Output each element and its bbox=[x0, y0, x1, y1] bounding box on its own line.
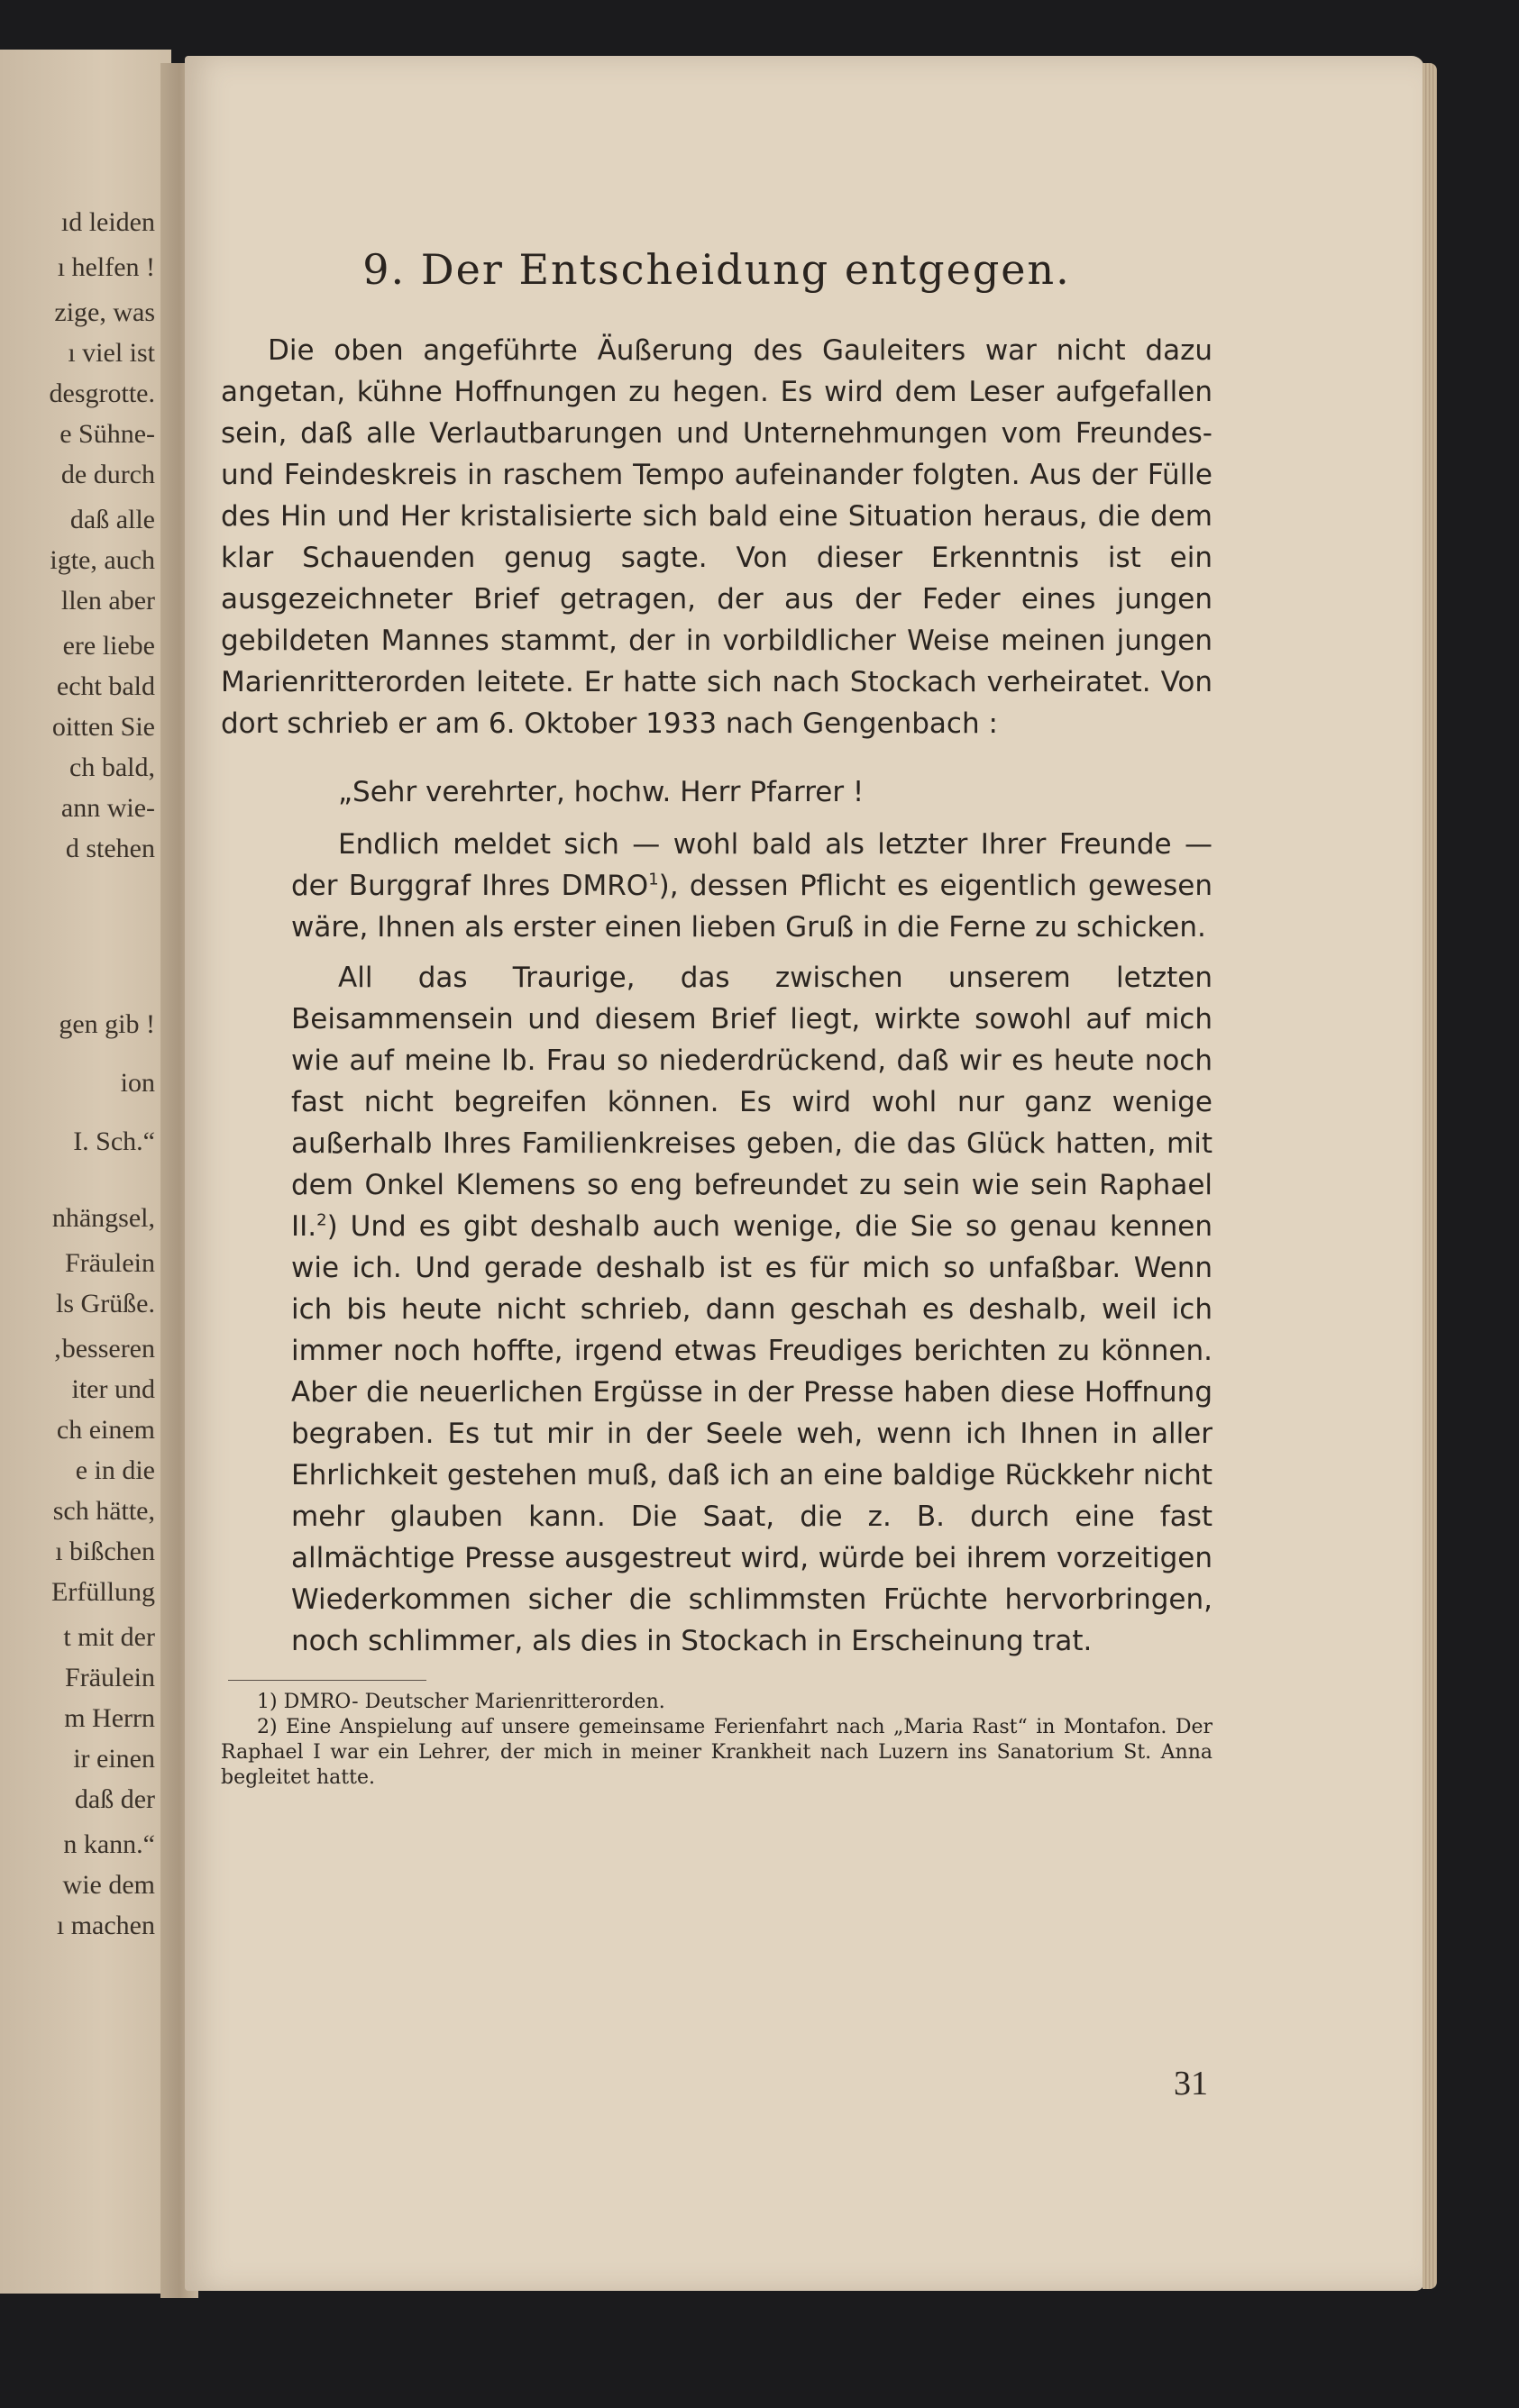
previous-page-text-fragment: ch bald, bbox=[69, 752, 155, 782]
letter-paragraph-2 bbox=[291, 957, 1212, 1662]
previous-page-text-fragment: ann wie- bbox=[60, 793, 155, 823]
footnote-ref-2: 2 bbox=[316, 1210, 327, 1230]
previous-page-text-fragment: ir einen bbox=[73, 1744, 155, 1774]
previous-page-text-fragment: m Herrn bbox=[64, 1703, 155, 1733]
footnote-2: 2) Eine Anspielung auf unsere gemeinsame Ferienfahrt nach „Maria Rast“ in Montafon. Der Raphael I war ein Lehrer, der mich in meiner Krankheit nach Luzern ins Sanatorium St. Anna begleitet hatte. bbox=[221, 1716, 1212, 1789]
previous-page-text-fragment: ıd leiden bbox=[60, 207, 155, 237]
previous-page-text-fragment: ı helfen ! bbox=[57, 252, 155, 282]
previous-page-text-fragment: daß der bbox=[74, 1784, 155, 1814]
letter-paragraph-1-text-a: Endlich meldet sich — wohl bald als letzter Ihrer Freunde — der Burggraf Ihres DMRO bbox=[291, 828, 1212, 902]
previous-page-text-fragment: oitten Sie bbox=[51, 712, 155, 742]
previous-page-text-fragment: wie dem bbox=[62, 1870, 155, 1900]
previous-page-text-fragment: iter und bbox=[71, 1374, 155, 1404]
previous-page-text-fragment: ‚besseren bbox=[52, 1334, 155, 1364]
previous-page-text-fragment: ch einem bbox=[56, 1415, 155, 1445]
previous-page-text-fragment: ı bißchen bbox=[55, 1537, 155, 1566]
page-number: 31 bbox=[1174, 2065, 1208, 2102]
previous-page-text-fragment: ls Grüße. bbox=[56, 1289, 155, 1318]
previous-page-text-fragment: igte, auch bbox=[50, 545, 155, 575]
previous-page-text-fragment: e Sühne- bbox=[59, 419, 155, 449]
letter-quote bbox=[291, 771, 1212, 1662]
page-content bbox=[221, 225, 1212, 1791]
intro-paragraph: Die oben angeführte Äußerung des Gauleiters war nicht dazu angetan, kühne Hoffnungen zu hegen. Es wird dem Leser aufgefallen sein, daß alle Verlautbarungen und Unternehmungen vom Freundes- und Feindeskreis in raschem Tempo aufeinander folgten. Aus der Fülle des Hin und Her kristalisierte sich bald eine Situation heraus, die dem klar Schauenden genug sagte. Von dieser Erkenntnis ist ein ausgezeichneter Brief getragen, der aus der Feder eines jungen gebildeten Mannes stammt, der in vorbildlicher Weise meinen jungen Marienritterorden leitete. Er hatte sich nach Stockach verheiratet. Von dort schrieb er am 6. Oktober 1933 nach Gengenbach : bbox=[221, 334, 1212, 740]
footnote-1: 1) DMRO- Deutscher Marienritterorden. bbox=[257, 1691, 665, 1713]
previous-page-text-fragment: ion bbox=[120, 1068, 155, 1098]
previous-page-text-fragment: n kann.“ bbox=[63, 1829, 155, 1859]
previous-page-text-fragment: llen aber bbox=[60, 586, 155, 616]
previous-page-text-fragment: Erfüllung bbox=[51, 1577, 155, 1607]
previous-page-text-fragment: d stehen bbox=[65, 834, 155, 863]
letter-greeting: „Sehr verehrter, hochw. Herr Pfarrer ! bbox=[338, 776, 865, 808]
previous-page-text-fragment: daß alle bbox=[69, 505, 155, 534]
previous-page-text-fragment: ı viel ist bbox=[68, 338, 155, 368]
previous-page-text-fragment: Fräulein bbox=[65, 1248, 155, 1278]
previous-page-text-fragment: gen gib ! bbox=[59, 1009, 155, 1039]
previous-page-text-fragment: Fräulein bbox=[65, 1663, 155, 1692]
previous-page-text-fragment: echt bald bbox=[56, 671, 155, 701]
footnote-ref-1: 1 bbox=[648, 870, 659, 889]
letter-paragraph-2-text-a: All das Traurige, das zwischen unserem letzten Beisammensein und diesem Brief liegt, wirkte sowohl auf mich wie auf meine lb. Frau so niederdrückend, daß wir es heute noch fast nicht begreifen können. Es wird wohl nur ganz wenige außerhalb Ihres Familienkreises geben, die das Glück hatten, mit dem Onkel Klemens so eng befreundet zu sein wie sein Raphael II. bbox=[291, 962, 1212, 1243]
previous-page-text-fragment: nhängsel, bbox=[51, 1203, 155, 1233]
previous-page-text-fragment: sch hätte, bbox=[52, 1496, 155, 1526]
previous-page-text-fragment: t mit der bbox=[63, 1622, 155, 1652]
letter-paragraph-1 bbox=[291, 824, 1212, 948]
previous-page-text-fragment: ı machen bbox=[56, 1911, 155, 1940]
page-stack-edge bbox=[1423, 63, 1437, 2289]
previous-page-text-fragment: zige, was bbox=[54, 297, 155, 327]
letter-paragraph-1-text-b: ), dessen Pflicht es eigentlich gewesen wäre, Ihnen als erster einen lieben Gruß in die Ferne zu schicken. bbox=[291, 870, 1212, 944]
previous-page-text-fragment: de durch bbox=[60, 460, 155, 489]
previous-page-text-fragment: e in die bbox=[75, 1455, 155, 1485]
previous-page-edge bbox=[0, 50, 171, 2294]
letter-paragraph-2-text-b: ) Und es gibt deshalb auch wenige, die Sie so genau kennen wie ich. Und gerade deshalb ist es für mich so unfaßbar. Wenn ich bis heute nicht schrieb, dann geschah es deshalb, weil ich immer noch hoffte, irgend etwas Freudiges berichten zu können. Aber die neuerlichen Ergüsse in der Presse haben diese Hoffnung begraben. Es tut mir in der Seele weh, wenn ich Ihnen in aller Ehrlichkeit gestehen muß, daß ich an eine baldige Rückkehr nicht mehr glauben kann. Die Saat, die z. B. durch eine fast allmächtige Presse ausgestreut wird, würde bei ihrem vorzeitigen Wiederkommen sicher die schlimmsten Früchte hervorbringen, noch schlimmer, als dies in Stockach in Erscheinung trat. bbox=[291, 1210, 1212, 1657]
chapter-title: 9. Der Entscheidung entgegen. bbox=[362, 245, 1071, 294]
footnote-divider bbox=[228, 1680, 426, 1681]
previous-page-text-fragment: I. Sch.“ bbox=[73, 1126, 155, 1156]
previous-page-text-fragment: desgrotte. bbox=[49, 379, 155, 408]
previous-page-text-fragment: ere liebe bbox=[62, 631, 155, 661]
